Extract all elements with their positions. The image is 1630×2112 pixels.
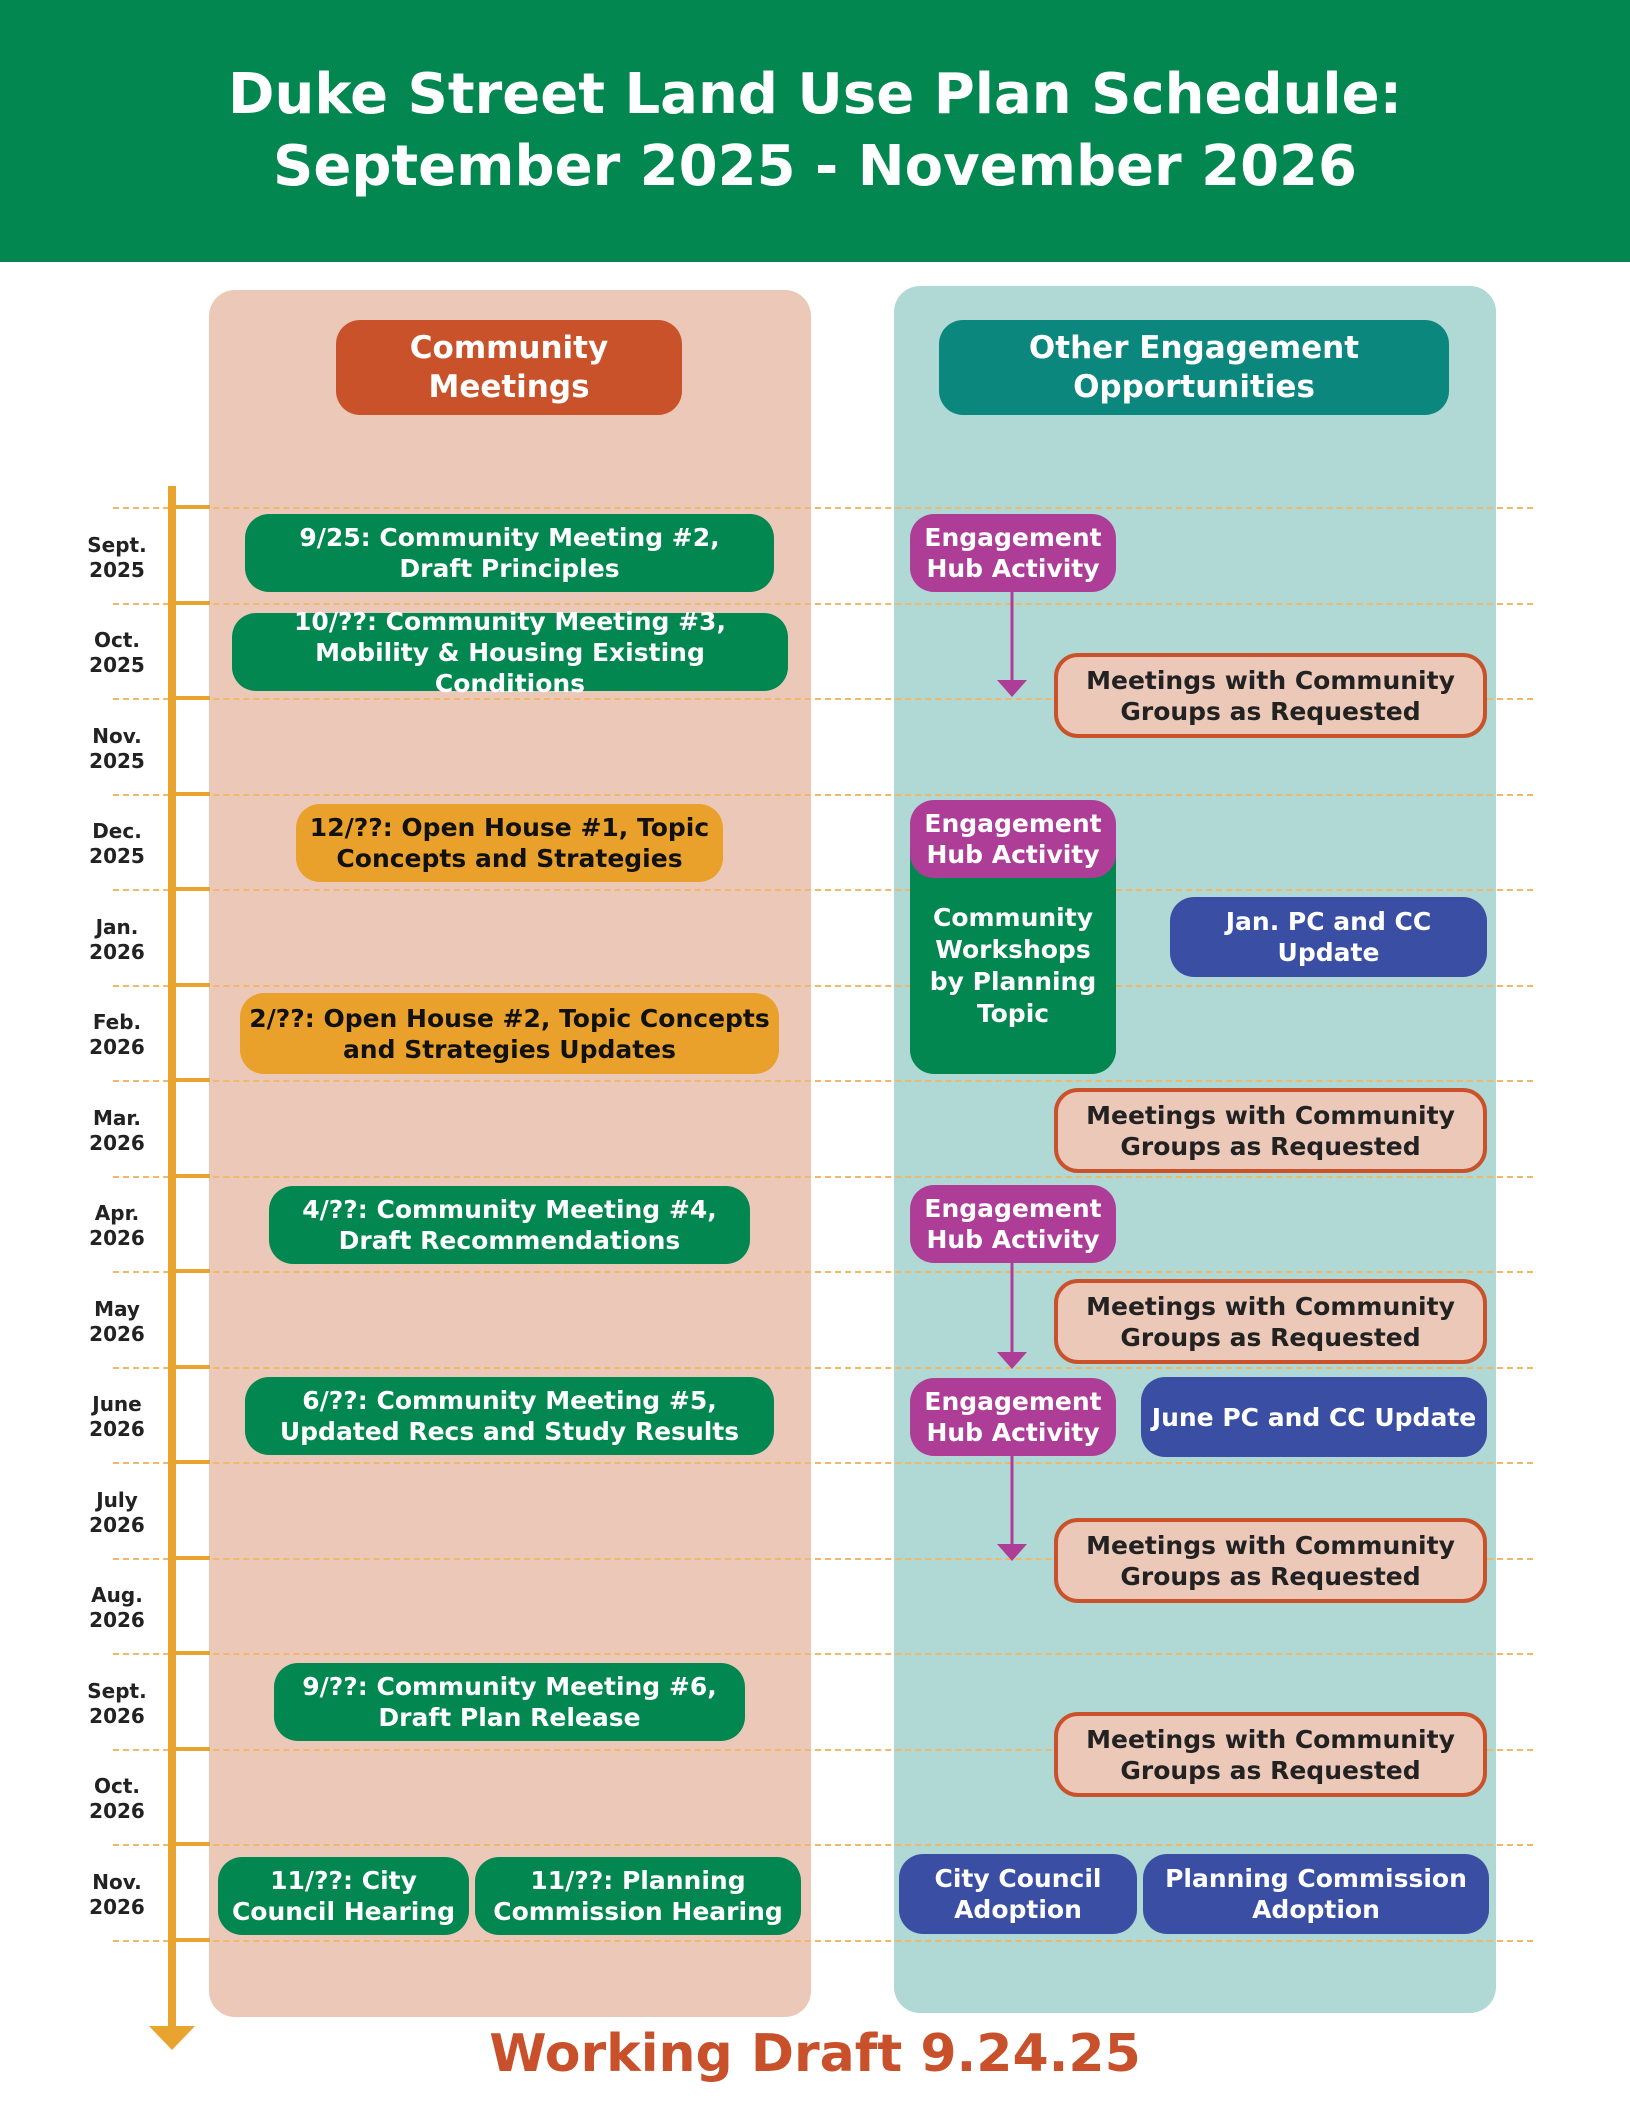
planning-commission-hearing: 11/??: Planning Commission Hearing <box>475 1857 801 1935</box>
month-label: Apr. 2026 <box>89 1201 145 1250</box>
month-label: Aug. 2026 <box>89 1583 145 1632</box>
community-meeting-4: 4/??: Community Meeting #4, Draft Recommendations <box>269 1186 750 1264</box>
month-label: Sept. 2025 <box>87 533 147 582</box>
other-engagement-heading <box>939 320 1449 415</box>
timeline-tick <box>168 1078 210 1082</box>
gridline <box>113 794 1533 796</box>
community-meeting-6: 9/??: Community Meeting #6, Draft Plan Release <box>274 1663 745 1741</box>
gridline <box>113 985 1533 987</box>
timeline-tick <box>168 601 210 605</box>
community-meetings-heading-text: Community Meetings <box>409 329 609 405</box>
month-label: Oct. 2026 <box>89 1774 145 1823</box>
gridline <box>113 1844 1533 1846</box>
month-label: May 2026 <box>89 1297 145 1346</box>
community-groups-meetings: Meetings with Community Groups as Requested <box>1054 653 1487 738</box>
other-engagement-heading-text: Other Engagement Opportunities <box>1028 329 1360 405</box>
timeline-axis <box>168 486 176 2032</box>
timeline-tick <box>168 1365 210 1369</box>
month-label: Dec. 2025 <box>89 819 145 868</box>
planning-commission-adoption: Planning Commission Adoption <box>1143 1854 1489 1934</box>
timeline-tick <box>168 1651 210 1655</box>
timeline-tick <box>168 1460 210 1464</box>
june-pc-cc-update: June PC and CC Update <box>1141 1377 1487 1457</box>
engagement-hub-activity: Engagement Hub Activity <box>910 1185 1116 1263</box>
gridline <box>113 1367 1533 1369</box>
community-meeting-3: 10/??: Community Meeting #3, Mobility & Housing Existing Conditions <box>232 613 788 691</box>
gridline <box>113 1271 1533 1273</box>
timeline-tick <box>168 1174 210 1178</box>
page-title-line-1: Duke Street Land Use Plan Schedule: <box>227 62 1402 127</box>
community-groups-meetings: Meetings with Community Groups as Requested <box>1054 1088 1487 1173</box>
timeline-tick <box>168 1842 210 1846</box>
month-label: Oct. 2025 <box>89 628 145 677</box>
month-label: Sept. 2026 <box>87 1679 147 1728</box>
engagement-hub-activity: Engagement Hub Activity <box>910 800 1116 878</box>
timeline-tick <box>168 696 210 700</box>
community-meeting-2: 9/25: Community Meeting #2, Draft Principles <box>245 514 774 592</box>
month-label: Nov. 2025 <box>89 724 145 773</box>
gridline <box>113 1462 1533 1464</box>
timeline-tick <box>168 1938 210 1942</box>
gridline <box>113 1176 1533 1178</box>
gridline <box>113 1080 1533 1082</box>
community-groups-meetings: Meetings with Community Groups as Requested <box>1054 1518 1487 1603</box>
community-meetings-heading <box>336 320 682 415</box>
timeline-tick <box>168 983 210 987</box>
open-house-1: 12/??: Open House #1, Topic Concepts and Strategies <box>296 804 723 882</box>
page-title-line-2: September 2025 - November 2026 <box>273 134 1357 199</box>
engagement-hub-activity: Engagement Hub Activity <box>910 1378 1116 1456</box>
timeline-tick <box>168 887 210 891</box>
gridline <box>113 889 1533 891</box>
gridline <box>113 1653 1533 1655</box>
working-draft-label: Working Draft 9.24.25 <box>489 2024 1141 2084</box>
gridline <box>113 1940 1533 1942</box>
timeline-tick <box>168 1747 210 1751</box>
month-label: July 2026 <box>89 1488 145 1537</box>
open-house-2: 2/??: Open House #2, Topic Concepts and Strategies Updates <box>240 993 779 1074</box>
jan-pc-cc-update: Jan. PC and CC Update <box>1170 897 1487 977</box>
city-council-hearing: 11/??: City Council Hearing <box>218 1857 469 1935</box>
page-header <box>0 0 1630 262</box>
month-label: June 2026 <box>89 1392 145 1441</box>
city-council-adoption: City Council Adoption <box>899 1854 1137 1934</box>
timeline-tick <box>168 1556 210 1560</box>
community-workshops-block: Community Workshops by Planning Topic <box>910 802 1116 1074</box>
community-groups-meetings: Meetings with Community Groups as Requested <box>1054 1279 1487 1364</box>
month-label: Mar. 2026 <box>89 1106 145 1155</box>
timeline-tick <box>168 505 210 509</box>
timeline-tick <box>168 1269 210 1273</box>
community-groups-meetings: Meetings with Community Groups as Requested <box>1054 1712 1487 1797</box>
month-label: Jan. 2026 <box>89 915 145 964</box>
month-label: Feb. 2026 <box>89 1010 145 1059</box>
engagement-hub-activity: Engagement Hub Activity <box>910 514 1116 592</box>
community-meeting-5: 6/??: Community Meeting #5, Updated Recs and Study Results <box>245 1377 774 1455</box>
month-label: Nov. 2026 <box>89 1870 145 1919</box>
gridline <box>113 507 1533 509</box>
timeline-tick <box>168 792 210 796</box>
